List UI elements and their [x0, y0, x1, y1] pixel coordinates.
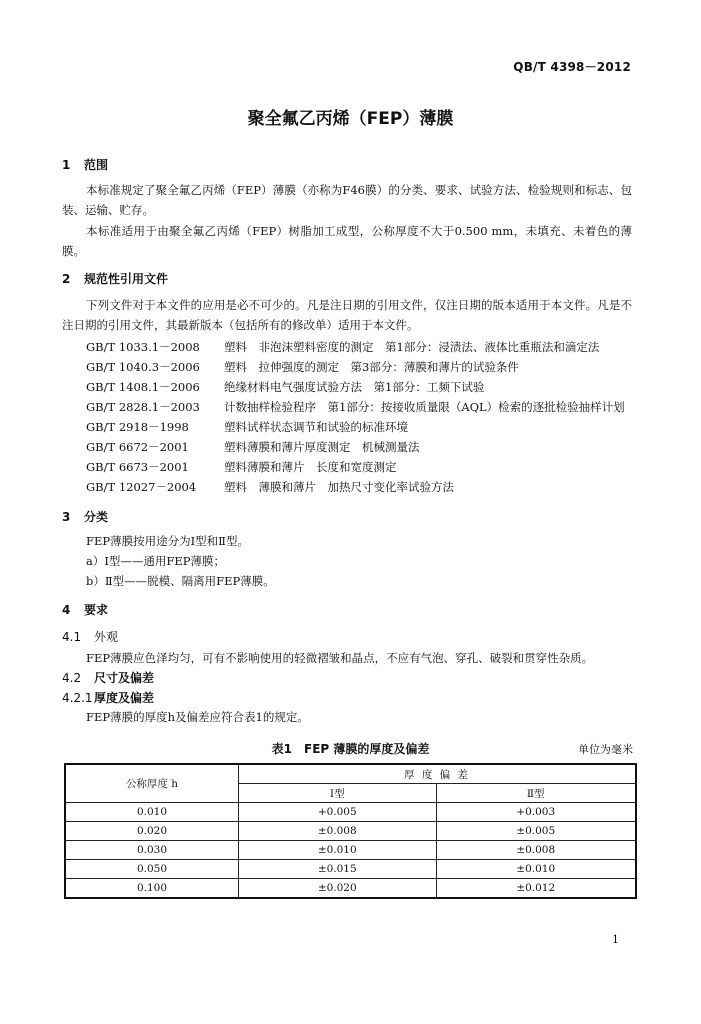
reference-item: [86, 479, 454, 495]
classification-item-a: a）Ⅰ型——通用FEP薄膜；: [86, 554, 226, 568]
reference-code: GB/T 1033.1－2008: [86, 340, 200, 354]
header-type-1: Ⅰ型: [239, 784, 437, 803]
reference-code: GB/T 2828.1－2003: [86, 400, 200, 414]
cell-type-2: ±0.008: [436, 841, 636, 860]
reference-code: GB/T 6672－2001: [86, 440, 189, 454]
table-unit: 单位为毫米: [578, 743, 633, 756]
cell-nominal: 0.010: [65, 803, 239, 822]
classification-item-b: b）Ⅱ型——脱模、隔离用FEP薄膜。: [86, 574, 275, 588]
reference-item: [86, 419, 408, 435]
table-row: [65, 879, 636, 899]
cell-type-1: ±0.020: [239, 879, 437, 899]
cell-nominal: 0.100: [65, 879, 239, 899]
reference-item: [86, 459, 397, 475]
reference-code: GB/T 1040.3－2006: [86, 360, 200, 374]
cell-type-1: +0.005: [239, 803, 437, 822]
table-header-row: [65, 764, 636, 784]
header-type-2: Ⅱ型: [436, 784, 636, 803]
section-number: 3: [62, 510, 71, 524]
cell-type-2: ±0.012: [436, 879, 636, 899]
document-title: 聚全氟乙丙烯（FEP）薄膜: [247, 109, 454, 129]
reference-code: GB/T 6673－2001: [86, 460, 189, 474]
thickness-table: [64, 763, 637, 899]
reference-title: 塑料薄膜和薄片 长度和宽度测定: [224, 460, 397, 474]
table-caption: 表1 FEP 薄膜的厚度及偏差: [271, 742, 430, 756]
cell-type-1: ±0.015: [239, 860, 437, 879]
section-title: 外观: [94, 630, 119, 644]
header-nominal-thickness: 公称厚度 h: [65, 764, 239, 803]
reference-title: 塑料 薄膜和薄片 加热尺寸变化率试验方法: [224, 480, 454, 494]
table-row: [65, 860, 636, 879]
section-number: 2: [62, 272, 71, 286]
reference-title: 绝缘材料电气强度试验方法 第1部分：工频下试验: [224, 380, 485, 394]
header-thickness-deviation: 厚 度 偏 差: [239, 764, 637, 784]
reference-code: GB/T 2918－1998: [86, 420, 189, 434]
cell-type-2: ±0.010: [436, 860, 636, 879]
cell-nominal: 0.020: [65, 822, 239, 841]
reference-code: GB/T 1408.1－2006: [86, 380, 200, 394]
reference-item: [86, 399, 625, 415]
section-number: 4.2.1: [62, 691, 93, 705]
section-4-heading: [62, 601, 108, 618]
cell-type-1: ±0.008: [239, 822, 437, 841]
cell-type-2: ±0.005: [436, 822, 636, 841]
standard-code: QB/T 4398－2012: [513, 60, 631, 74]
section-4-1-heading: [62, 628, 118, 645]
section-number: 4.1: [62, 630, 82, 644]
reference-title: 塑料 拉伸强度的测定 第3部分：薄膜和薄片的试验条件: [224, 360, 519, 374]
section-3-intro: FEP薄膜按用途分为Ⅰ型和Ⅱ型。: [86, 534, 249, 548]
section-title: 尺寸及偏差: [94, 671, 155, 685]
section-title: 要求: [84, 603, 109, 617]
section-3-heading: [62, 508, 108, 525]
section-4-2-heading: [62, 669, 154, 686]
section-title: 厚度及偏差: [94, 691, 155, 705]
cell-type-1: ±0.010: [239, 841, 437, 860]
cell-nominal: 0.030: [65, 841, 239, 860]
section-number: 4.2: [62, 671, 82, 685]
section-title: 规范性引用文件: [84, 272, 169, 286]
reference-title: 塑料试样状态调节和试验的标准环境: [224, 420, 408, 434]
reference-item: [86, 379, 484, 395]
section-number: 4: [62, 603, 71, 617]
table-row: [65, 841, 636, 860]
section-2-intro: 下列文件对于本文件的应用是必不可少的。凡是注日期的引用文件，仅注日期的版本适用于本文件。凡是不注日期的引用文件，其最新版本（包括所有的修改单）适用于本文件。: [62, 298, 632, 332]
page-number: 1: [612, 933, 619, 946]
cell-type-2: +0.003: [436, 803, 636, 822]
table-row: [65, 803, 636, 822]
section-4-2-1-heading: [62, 689, 154, 706]
section-2-heading: [62, 270, 168, 287]
table-row: [65, 822, 636, 841]
section-1-paragraph-2: 本标准适用于由聚全氟乙丙烯（FEP）树脂加工成型，公称厚度不大于0.500 mm，未填充、未着色的薄膜。: [62, 224, 632, 258]
reference-title: 塑料薄膜和薄片厚度测定 机械测量法: [224, 440, 420, 454]
section-title: 范围: [84, 158, 109, 172]
section-1-heading: [62, 156, 108, 173]
section-1-paragraph-1: 本标准规定了聚全氟乙丙烯（FEP）薄膜（亦称为F46膜）的分类、要求、试验方法、检验规则和标志、包装、运输、贮存。: [62, 183, 632, 217]
section-number: 1: [62, 158, 71, 172]
reference-item: [86, 359, 519, 375]
reference-code: GB/T 12027－2004: [86, 480, 197, 494]
reference-title: 计数抽样检验程序 第1部分：按接收质量限（AQL）检索的逐批检验抽样计划: [224, 400, 625, 414]
section-4-1-text: FEP薄膜应色泽均匀，可有不影响使用的轻微褶皱和晶点，不应有气泡、穿孔、破裂和贯穿性杂质。: [86, 651, 594, 665]
section-title: 分类: [84, 510, 109, 524]
reference-title: 塑料 非泡沫塑料密度的测定 第1部分：浸渍法、液体比重瓶法和滴定法: [224, 340, 600, 354]
section-4-2-1-text: FEP薄膜的厚度h及偏差应符合表1的规定。: [86, 710, 309, 724]
reference-item: [86, 439, 420, 455]
reference-item: [86, 339, 599, 355]
cell-nominal: 0.050: [65, 860, 239, 879]
